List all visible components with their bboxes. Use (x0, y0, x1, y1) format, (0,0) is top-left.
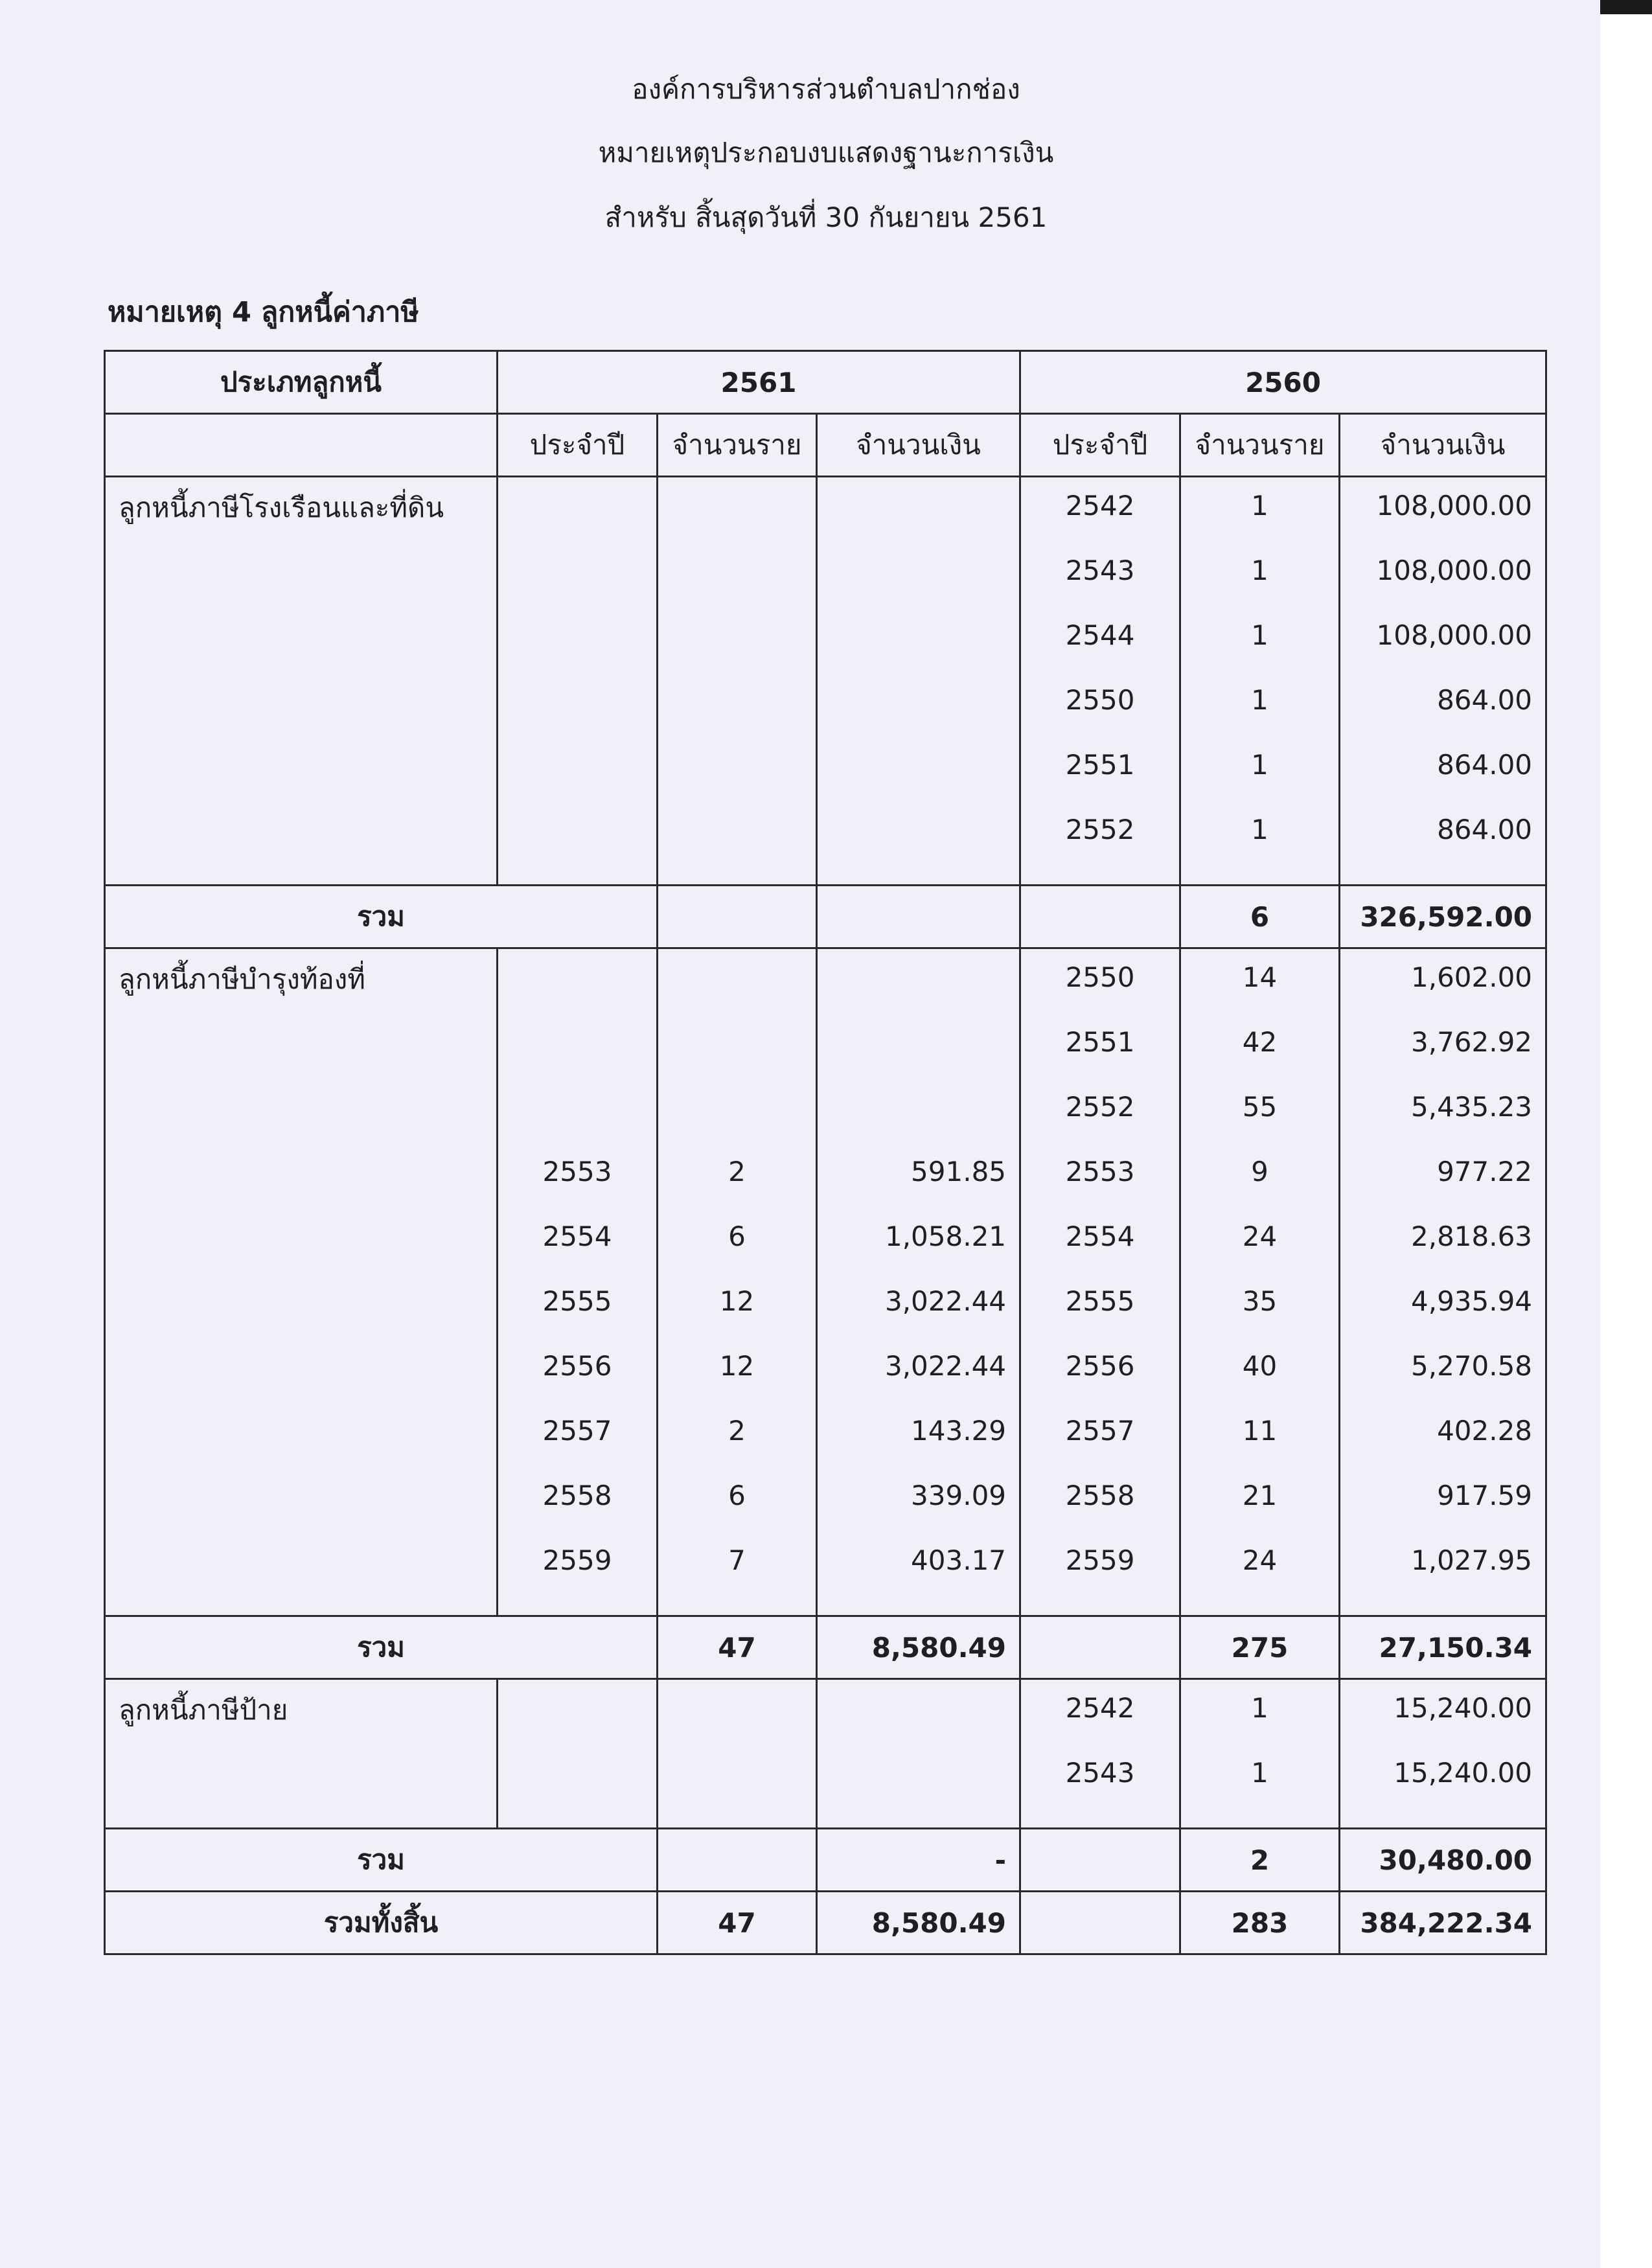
amount-b-value: 977.22 (1437, 1156, 1533, 1187)
count-b-value: 1 (1251, 555, 1268, 586)
amount-a-value (831, 616, 1006, 681)
year-b-value: 2559 (1065, 1544, 1135, 1576)
group-count-a-cell (658, 477, 817, 886)
amount-a-value: 3,022.44 (884, 1350, 1007, 1382)
count-b-value: 11 (1242, 1415, 1278, 1447)
year-a-value: 2555 (542, 1285, 612, 1317)
count-b-value: 40 (1242, 1350, 1278, 1382)
group-name: ลูกหนี้ภาษีโรงเรือนและที่ดิน (105, 477, 498, 886)
total-row-amount-b: 326,592.00 (1340, 886, 1546, 948)
year-a-value (511, 681, 643, 746)
count-b-value: 9 (1251, 1156, 1268, 1187)
sub-count-b: จำนวนราย (1180, 414, 1340, 477)
year-b-value: 2551 (1065, 1026, 1135, 1058)
year-b-value: 2554 (1065, 1220, 1135, 1252)
year-a-value (511, 746, 643, 810)
sub-amount-b: จำนวนเงิน (1340, 414, 1546, 477)
total-row-count-a (658, 1829, 817, 1892)
year-a-value (511, 1754, 643, 1818)
year-a-value: 2558 (542, 1480, 612, 1511)
amount-b-value: 5,435.23 (1411, 1091, 1533, 1123)
amount-a-value (831, 1023, 1006, 1088)
year-b-value: 2553 (1065, 1156, 1135, 1187)
sub-year-b: ประจำปี (1020, 414, 1180, 477)
group-amount-a-cell (817, 1679, 1020, 1829)
year-b-value: 2550 (1065, 684, 1135, 716)
year-b-value: 2552 (1065, 1091, 1135, 1123)
count-a-value (671, 1754, 803, 1818)
amount-b-value: 1,027.95 (1411, 1544, 1533, 1576)
count-a-value (671, 681, 803, 746)
count-a-value (671, 616, 803, 681)
total-row-amount-b: 27,150.34 (1340, 1616, 1546, 1679)
year-a-value: 2557 (542, 1415, 612, 1447)
count-a-value (671, 1088, 803, 1152)
count-b-value: 1 (1251, 814, 1268, 845)
amount-b-value: 4,935.94 (1411, 1285, 1533, 1317)
amount-b-value: 5,270.58 (1411, 1350, 1533, 1382)
total-row-count-a: 47 (658, 1616, 817, 1679)
count-b-value: 35 (1242, 1285, 1278, 1317)
count-a-value: 6 (728, 1480, 746, 1511)
count-b-value: 1 (1251, 749, 1268, 781)
year-b-value: 2542 (1065, 490, 1135, 521)
page-edge (1600, 0, 1652, 2268)
count-b-value: 24 (1242, 1220, 1278, 1252)
debtors-table (104, 350, 1547, 1955)
group-count-b-cell (1180, 477, 1340, 886)
amount-b-value: 108,000.00 (1376, 619, 1533, 651)
amount-a-value (831, 1754, 1006, 1818)
group-name: ลูกหนี้ภาษีป้าย (105, 1679, 498, 1829)
grand-total-row-blank (1020, 1892, 1180, 1954)
total-row-label: รวม (105, 1829, 658, 1892)
amount-a-value (831, 487, 1006, 551)
group-count-b-cell (1180, 948, 1340, 1616)
statement-subtitle: หมายเหตุประกอบงบแสดงฐานะการเงิน (598, 137, 1054, 168)
group-name: ลูกหนี้ภาษีบำรุงท้องที่ (105, 948, 498, 1616)
group-year-a-cell (498, 948, 658, 1616)
year-b-value: 2543 (1065, 555, 1135, 586)
count-a-value (671, 1689, 803, 1754)
total-row-count-a (658, 886, 817, 948)
amount-a-value (831, 746, 1006, 810)
amount-a-value: 591.85 (911, 1156, 1007, 1187)
amount-b-value: 15,240.00 (1394, 1692, 1533, 1724)
total-row-amount-a: 8,580.49 (817, 1616, 1020, 1679)
year-b-value: 2542 (1065, 1692, 1135, 1724)
grand-total-row (105, 1892, 1546, 1954)
amount-b-value: 864.00 (1437, 814, 1533, 845)
count-a-value: 6 (728, 1220, 746, 1252)
total-row-count-b: 6 (1180, 886, 1340, 948)
scan-corner-mark (1600, 0, 1652, 14)
year-b-value: 2556 (1065, 1350, 1135, 1382)
year-b-value: 2558 (1065, 1480, 1135, 1511)
count-a-value (671, 958, 803, 1023)
count-b-value: 1 (1251, 684, 1268, 716)
year-b-value: 2555 (1065, 1285, 1135, 1317)
group-year-a-cell (498, 1679, 658, 1829)
amount-b-value: 108,000.00 (1376, 490, 1533, 521)
amount-b-value: 1,602.00 (1411, 961, 1533, 993)
amount-a-value (831, 1088, 1006, 1152)
total-row-amount-a: - (817, 1829, 1020, 1892)
group-amount-a-cell (817, 477, 1020, 886)
total-row-blank (1020, 886, 1180, 948)
sub-count-a: จำนวนราย (658, 414, 817, 477)
count-a-value (671, 551, 803, 616)
amount-b-value: 15,240.00 (1394, 1757, 1533, 1789)
amount-a-value (831, 551, 1006, 616)
year-a-value: 2559 (542, 1544, 612, 1576)
total-row-amount-b: 30,480.00 (1340, 1829, 1546, 1892)
grand-total-row-count-a: 47 (658, 1892, 817, 1954)
count-b-value: 1 (1251, 1757, 1268, 1789)
group-amount-b-cell (1340, 948, 1546, 1616)
count-b-value: 14 (1242, 961, 1278, 993)
total-row-blank (1020, 1829, 1180, 1892)
year-b-value: 2543 (1065, 1757, 1135, 1789)
count-a-value (671, 1023, 803, 1088)
year-a-value: 2554 (542, 1220, 612, 1252)
grand-total-row-amount-b: 384,222.34 (1340, 1892, 1546, 1954)
group-row (105, 477, 1546, 886)
count-b-value: 55 (1242, 1091, 1278, 1123)
amount-a-value: 143.29 (911, 1415, 1007, 1447)
amount-a-value (831, 1689, 1006, 1754)
year-b-header: 2560 (1020, 351, 1546, 414)
grand-total-row-count-b: 283 (1180, 1892, 1340, 1954)
count-a-value: 2 (728, 1415, 746, 1447)
amount-b-value: 402.28 (1437, 1415, 1533, 1447)
count-b-value: 1 (1251, 1692, 1268, 1724)
group-amount-a-cell (817, 948, 1020, 1616)
year-a-value (511, 487, 643, 551)
group-year-a-cell (498, 477, 658, 886)
year-a-value (511, 1023, 643, 1088)
group-count-a-cell (658, 948, 817, 1616)
group-row (105, 948, 1546, 1616)
amount-b-value: 108,000.00 (1376, 555, 1533, 586)
group-year-b-cell (1020, 948, 1180, 1616)
amount-a-value: 1,058.21 (884, 1220, 1007, 1252)
year-a-value (511, 616, 643, 681)
amount-b-value: 917.59 (1437, 1480, 1533, 1511)
count-b-value: 21 (1242, 1480, 1278, 1511)
group-year-b-cell (1020, 1679, 1180, 1829)
year-b-value: 2552 (1065, 814, 1135, 845)
amount-a-value (831, 681, 1006, 746)
grand-total-row-amount-a: 8,580.49 (817, 1892, 1020, 1954)
count-a-value: 12 (719, 1350, 755, 1382)
count-a-value: 7 (728, 1544, 746, 1576)
count-a-value: 12 (719, 1285, 755, 1317)
total-row-amount-a (817, 886, 1020, 948)
total-row-blank (1020, 1616, 1180, 1679)
year-a-value (511, 958, 643, 1023)
amount-a-value (831, 958, 1006, 1023)
total-row (105, 886, 1546, 948)
total-row-label: รวม (105, 886, 658, 948)
amount-a-value: 3,022.44 (884, 1285, 1007, 1317)
statement-period: สำหรับ สิ้นสุดวันที่ 30 กันยายน 2561 (604, 201, 1048, 233)
count-b-value: 24 (1242, 1544, 1278, 1576)
subheader-blank (105, 414, 498, 477)
amount-b-value: 864.00 (1437, 684, 1533, 716)
year-b-value: 2544 (1065, 619, 1135, 651)
year-a-value (511, 551, 643, 616)
amount-b-value: 2,818.63 (1411, 1220, 1533, 1252)
year-a-value (511, 810, 643, 875)
total-row-count-b: 2 (1180, 1829, 1340, 1892)
year-a-value: 2556 (542, 1350, 612, 1382)
group-count-b-cell (1180, 1679, 1340, 1829)
total-row-label: รวม (105, 1616, 658, 1679)
amount-a-value: 403.17 (911, 1544, 1007, 1576)
year-a-header: 2561 (498, 351, 1020, 414)
amount-b-value: 864.00 (1437, 749, 1533, 781)
count-a-value (671, 810, 803, 875)
group-row (105, 1679, 1546, 1829)
year-a-value (511, 1689, 643, 1754)
grand-total-row-label: รวมทั้งสิ้น (105, 1892, 658, 1954)
amount-b-value: 3,762.92 (1411, 1026, 1533, 1058)
total-row (105, 1829, 1546, 1892)
sub-year-a: ประจำปี (498, 414, 658, 477)
year-b-value: 2551 (1065, 749, 1135, 781)
total-row-count-b: 275 (1180, 1616, 1340, 1679)
col-type-header: ประเภทลูกหนี้ (105, 351, 498, 414)
count-b-value: 1 (1251, 619, 1268, 651)
sub-amount-a: จำนวนเงิน (817, 414, 1020, 477)
note-title: หมายเหตุ 4 ลูกหนี้ค่าภาษี (108, 296, 419, 328)
year-a-value: 2553 (542, 1156, 612, 1187)
year-b-value: 2550 (1065, 961, 1135, 993)
amount-a-value (831, 810, 1006, 875)
count-b-value: 1 (1251, 490, 1268, 521)
total-row (105, 1616, 1546, 1679)
group-year-b-cell (1020, 477, 1180, 886)
count-b-value: 42 (1242, 1026, 1278, 1058)
count-a-value: 2 (728, 1156, 746, 1187)
org-name: องค์การบริหารส่วนตำบลปากช่อง (632, 73, 1020, 105)
group-count-a-cell (658, 1679, 817, 1829)
count-a-value (671, 487, 803, 551)
year-b-value: 2557 (1065, 1415, 1135, 1447)
group-amount-b-cell (1340, 477, 1546, 886)
subheader-row (105, 414, 1546, 477)
count-a-value (671, 746, 803, 810)
header-row (105, 351, 1546, 414)
group-amount-b-cell (1340, 1679, 1546, 1829)
year-a-value (511, 1088, 643, 1152)
amount-a-value: 339.09 (911, 1480, 1007, 1511)
